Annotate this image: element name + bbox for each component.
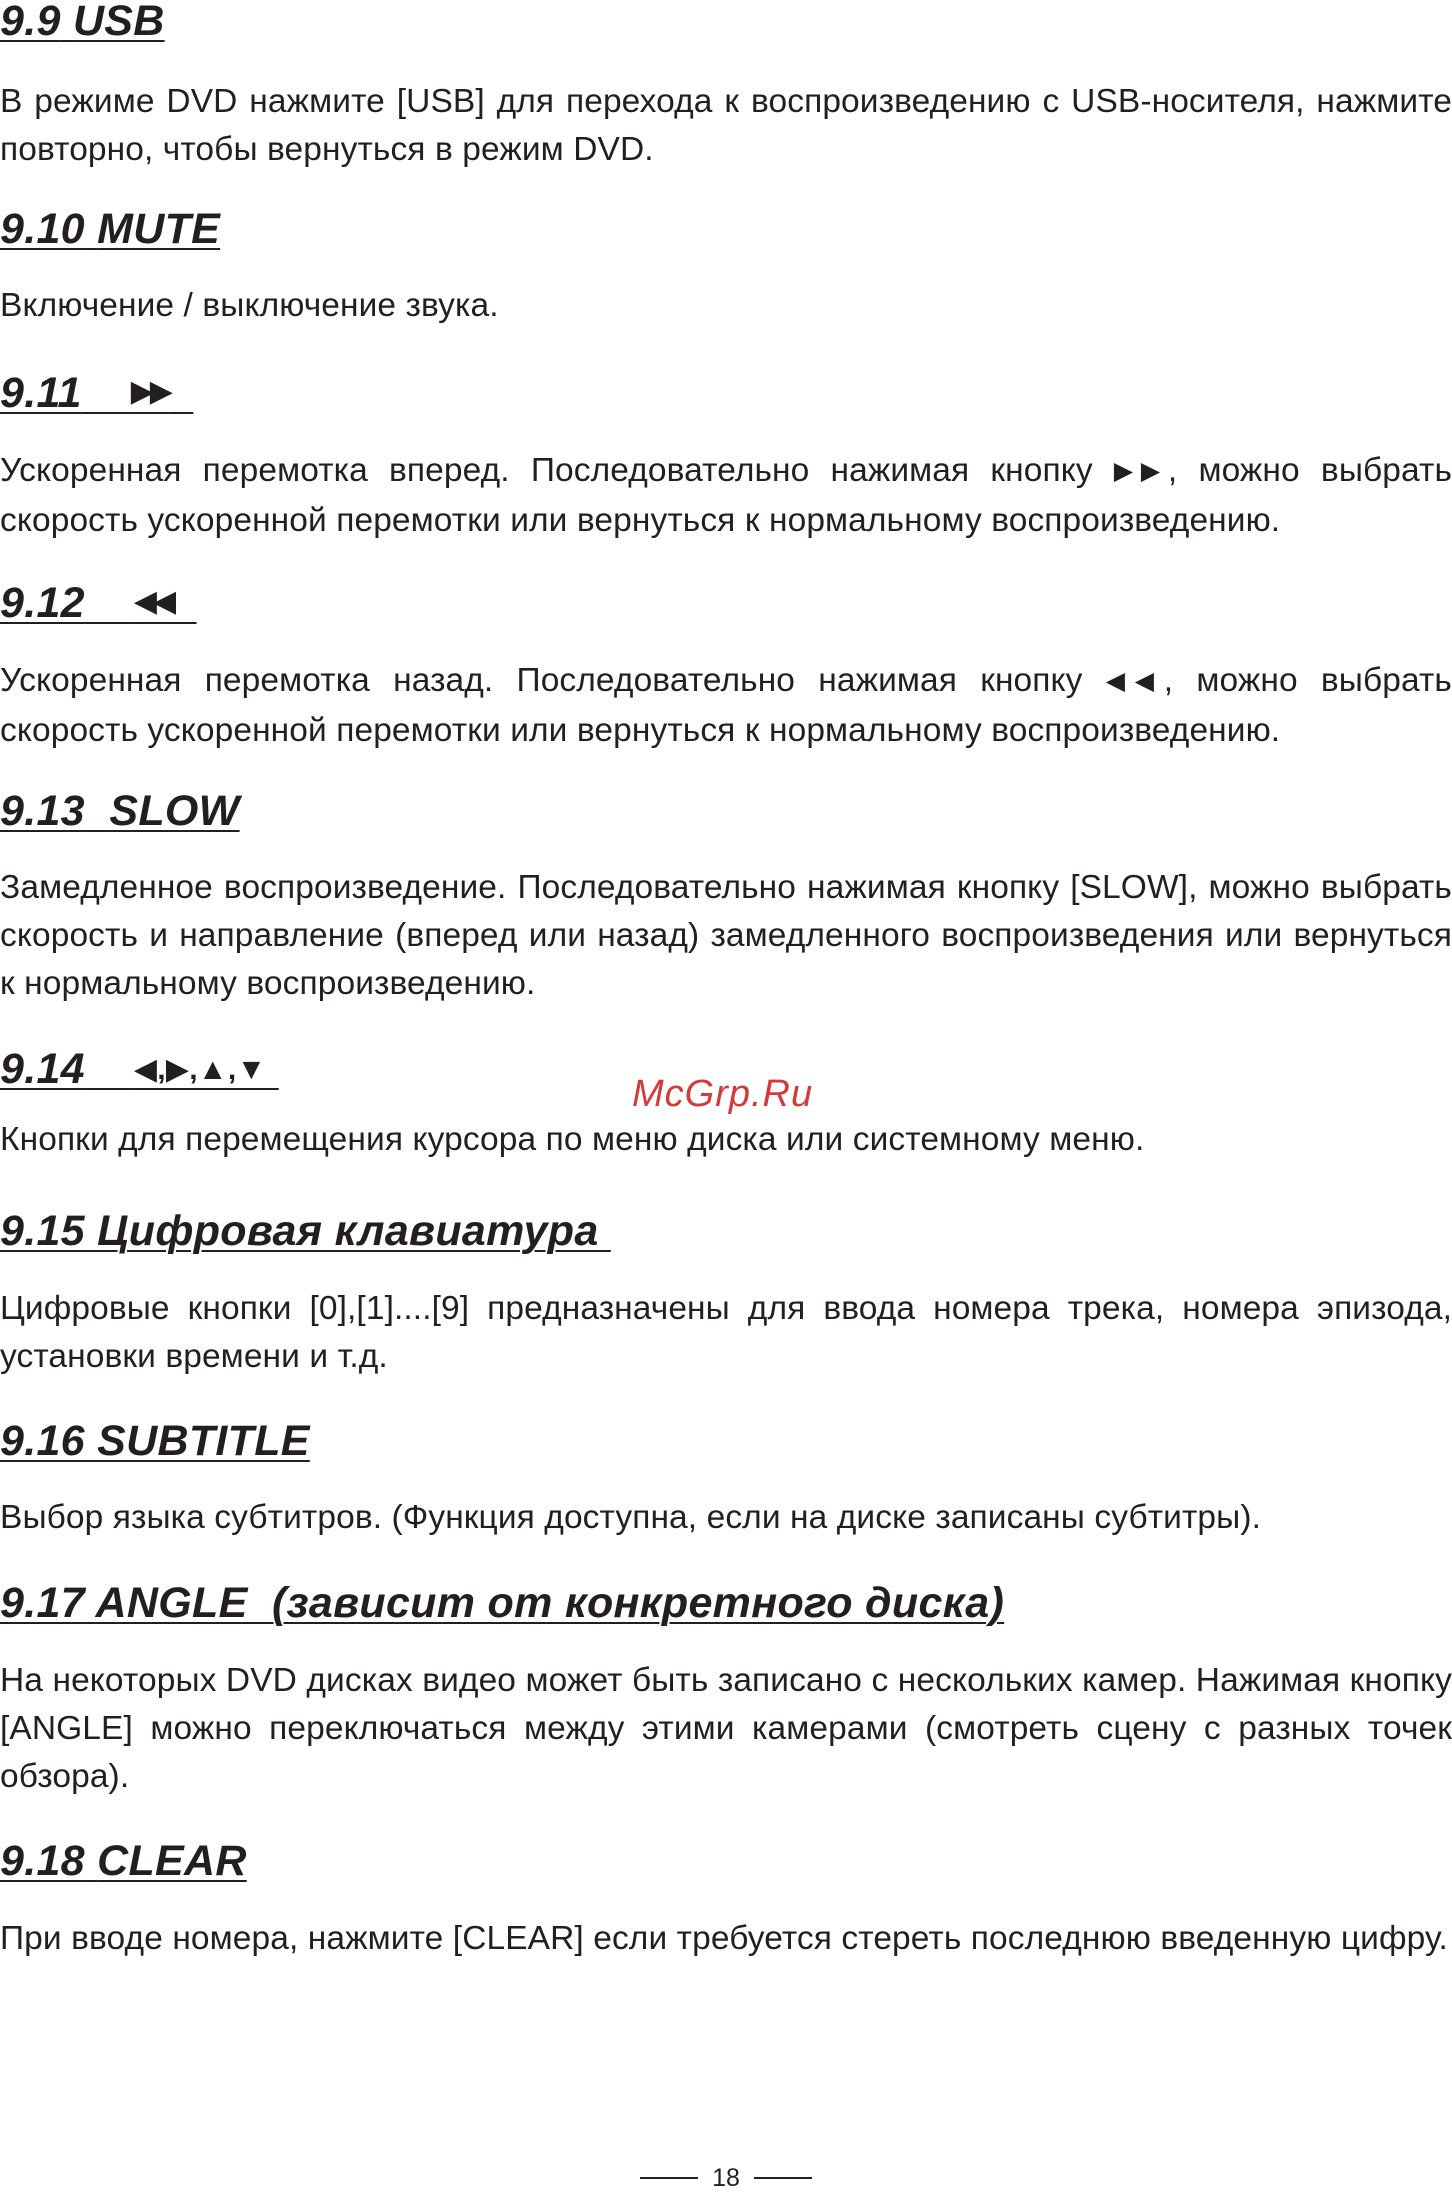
section-body: Замедленное воспроизведение. Последовательно нажимая кнопку [SLOW], можно выбрать скорость и направление (вперед или назад) замедленного воспроизведения или вернуться к нормальному воспроизведению. [0,869,1452,1002]
section-usb [0,0,1452,174]
fast-forward-icon: ▶▶ [130,375,169,408]
section-heading: 9.13 SLOW [0,787,240,835]
rewind-icon: ◀◀ [133,585,173,618]
section-heading: 9.11 ▶▶ [0,369,169,417]
section-mute [0,205,1452,330]
section-heading: 9.15 Цифровая клавиатура [0,1207,599,1255]
section-body: Ускоренная перемотка вперед. Последовательно нажимая кнопку ▶▶, можно выбрать скорость ускоренной перемотки или вернуться к нормальному воспроизведению. [0,452,1452,539]
fast-forward-icon: ▶▶ [1113,457,1168,485]
section-body: На некоторых DVD дисках видео может быть записано с нескольких камер. Нажимая кнопку [ANGLE] можно переключаться между этими камерами (смотреть сцену с разных точек обзора). [0,1662,1452,1795]
section-heading: 9.12 ◀◀ [0,579,173,627]
section-angle [0,1579,1452,1801]
section-clear [0,1837,1452,1963]
section-heading: 9.14 ◀,▶,▲,▼ [0,1045,267,1093]
section-body: Цифровые кнопки [0],[1]....[9] предназначены для ввода номера трека, номера эпизода, установки времени и т.д. [0,1290,1452,1375]
section-body: Ускоренная перемотка назад. Последовательно нажимая кнопку ◀◀, можно выбрать скорость ускоренной перемотки или вернуться к нормальному воспроизведению. [0,662,1452,749]
section-numeric-keypad [0,1207,1452,1381]
footer-rule-right [754,2177,812,2179]
section-heading: 9.16 SUBTITLE [0,1417,310,1465]
section-heading: 9.17 ANGLE (зависит от конкретного диска) [0,1579,1005,1627]
section-body: В режиме DVD нажмите [USB] для перехода к воспроизведению с USB-носителя, нажмите повторно, чтобы вернуться в режим DVD. [0,83,1452,168]
footer-rule-left [640,2177,698,2179]
watermark: McGrp.Ru [632,1073,814,1115]
section-body: Включение / выключение звука. [0,287,499,324]
rewind-icon: ◀◀ [1105,667,1164,695]
section-subtitle [0,1417,1452,1542]
section-body: При вводе номера, нажмите [CLEAR] если требуется стереть последнюю введенную цифру. [0,1920,1448,1957]
section-body: Выбор языка субтитров. (Функция доступна, если на диске записаны субтитры). [0,1499,1262,1536]
arrow-keys-icon: ◀,▶,▲,▼ [133,1053,267,1086]
page-number: 18 [712,2163,740,2192]
section-heading: 9.10 MUTE [0,205,221,253]
section-fast-forward [0,369,1452,545]
section-heading: 9.18 CLEAR [0,1837,247,1885]
section-slow [0,787,1452,1008]
page-footer [0,2158,1452,2198]
section-rewind [0,579,1452,755]
section-body: Кнопки для перемещения курсора по меню диска или системному меню. [0,1121,1145,1158]
section-heading: 9.9 USB [0,0,165,45]
